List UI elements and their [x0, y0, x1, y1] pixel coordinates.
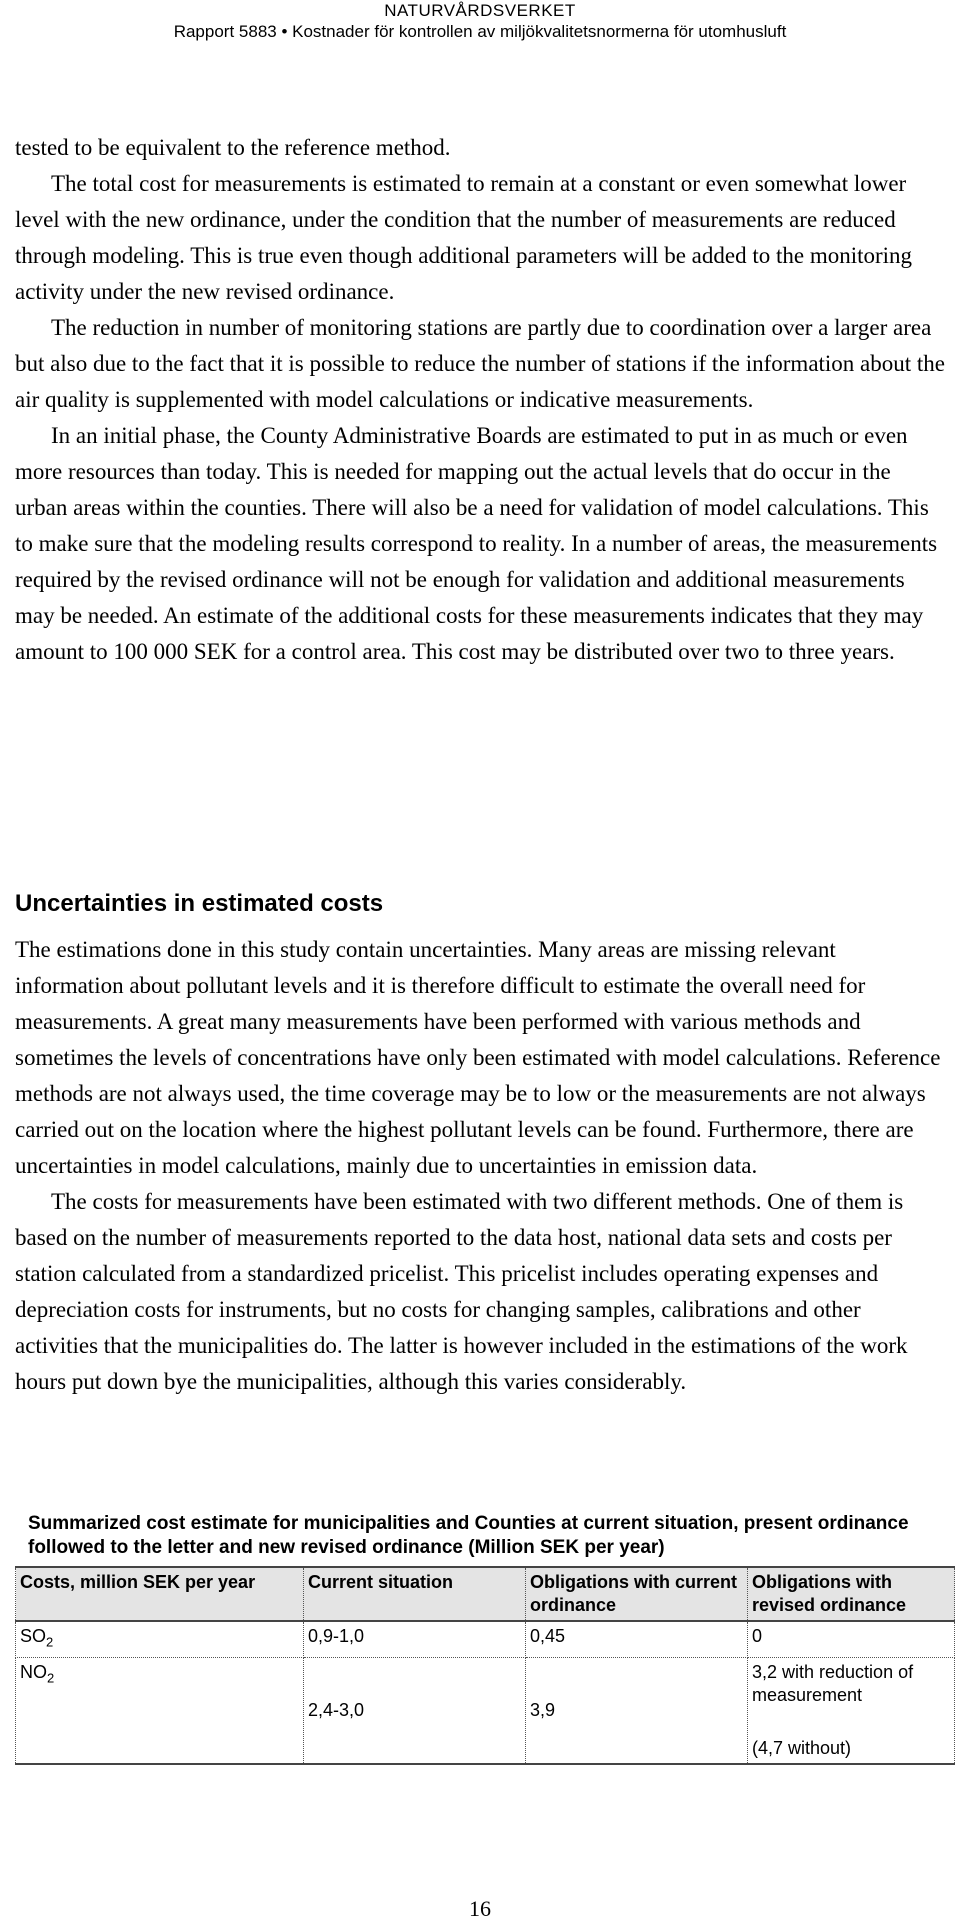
- current-situation-cell: 2,4-3,0: [304, 1657, 526, 1764]
- column-header-current-situation: Current situation: [304, 1567, 526, 1621]
- paragraph: tested to be equivalent to the reference method.: [15, 135, 451, 160]
- paragraph: The reduction in number of monitoring stations are partly due to coordination over a larger area but also due to the fact that it is possible to reduce the number of stations if the information about the air quality is supplemented with model calculations or indicative measurements.: [15, 315, 946, 412]
- pollutant-cell: [16, 1657, 304, 1764]
- pollutant-subscript: 2: [47, 1670, 55, 1686]
- section-title: Uncertainties in estimated costs: [15, 890, 384, 917]
- pollutant-name: NO: [20, 1661, 47, 1682]
- table-caption: Summarized cost estimate for municipalities and Counties at current situation, present ordinance followed to the letter and new revised ordinance (Million SEK per year): [28, 1513, 909, 1558]
- column-header-revised-ordinance: Obligations with revised ordinance: [748, 1567, 955, 1621]
- body-text-section: [15, 932, 945, 1400]
- cost-table: [15, 1566, 955, 1765]
- pollutant-subscript: 2: [46, 1634, 54, 1650]
- current-ordinance-cell: 0,45: [526, 1621, 748, 1657]
- table-row: [16, 1657, 955, 1764]
- pollutant-cell: [16, 1621, 304, 1657]
- paragraph: In an initial phase, the County Administrative Boards are estimated to put in as much or even more resources than today. This is needed for mapping out the actual levels that do occur in the urban areas within the counties. There will also be a need for validation of model calculations. This to make sure that the modeling results correspond to reality. In a number of areas, the measurements required by the revised ordinance will not be enough for validation and additional measurements may be needed. An estimate of the additional costs for these measurements indicates that they may amount to 100 000 SEK for a control area. This cost may be distributed over two to three years.: [15, 423, 938, 664]
- current-situation-cell: 0,9-1,0: [304, 1621, 526, 1657]
- revised-ordinance-note: (4,7 without): [752, 1737, 852, 1758]
- paragraph: The estimations done in this study contain uncertainties. Many areas are missing relevant information about pollutant levels and it is therefore difficult to estimate the overall need for measurements. A great many measurements have been performed with various methods and sometimes the levels of concentrations have only been estimated with model calculations. Reference methods are not always used, the time coverage may be to low or the measurements are not always carried out on the location where the highest pollutant levels can be found. Furthermore, there are uncertainties in model calculations, mainly due to uncertainties in emission data.: [15, 937, 941, 1178]
- column-header-current-ordinance: Obligations with current ordinance: [526, 1567, 748, 1621]
- page-header: [0, 0, 960, 42]
- current-ordinance-cell: 3,9: [526, 1657, 748, 1764]
- page-number: 16: [469, 1896, 491, 1921]
- table-row: [16, 1621, 955, 1657]
- header-organization: NATURVÅRDSVERKET: [384, 1, 576, 20]
- revised-ordinance-cell: 0: [748, 1621, 955, 1657]
- paragraph: The costs for measurements have been estimated with two different methods. One of them is based on the number of measurements reported to the data host, national data sets and costs per station calculated from a standardized pricelist. This pricelist includes operating expenses and depreciation costs for instruments, but no costs for changing samples, calibrations and other activities that the municipalities do. The latter is however included in the estimations of the work hours put down bye the municipalities, although this varies considerably.: [15, 1189, 908, 1394]
- table-header-row: [16, 1567, 955, 1621]
- body-text-top: [15, 130, 945, 670]
- column-header-costs: Costs, million SEK per year: [16, 1567, 304, 1621]
- pollutant-name: SO: [20, 1626, 47, 1646]
- revised-ordinance-cell: [748, 1657, 955, 1764]
- header-report-line: Rapport 5883 • Kostnader för kontrollen av miljökvalitetsnormerna för utomhusluft: [173, 22, 787, 41]
- revised-ordinance-value: 3,2 with reduction of measurement: [752, 1661, 914, 1705]
- paragraph: The total cost for measurements is estimated to remain at a constant or even somewhat lower level with the new ordinance, under the condition that the number of measurements are reduced through modeling. This is true even though additional parameters will be added to the monitoring activity under the new revised ordinance.: [15, 171, 913, 304]
